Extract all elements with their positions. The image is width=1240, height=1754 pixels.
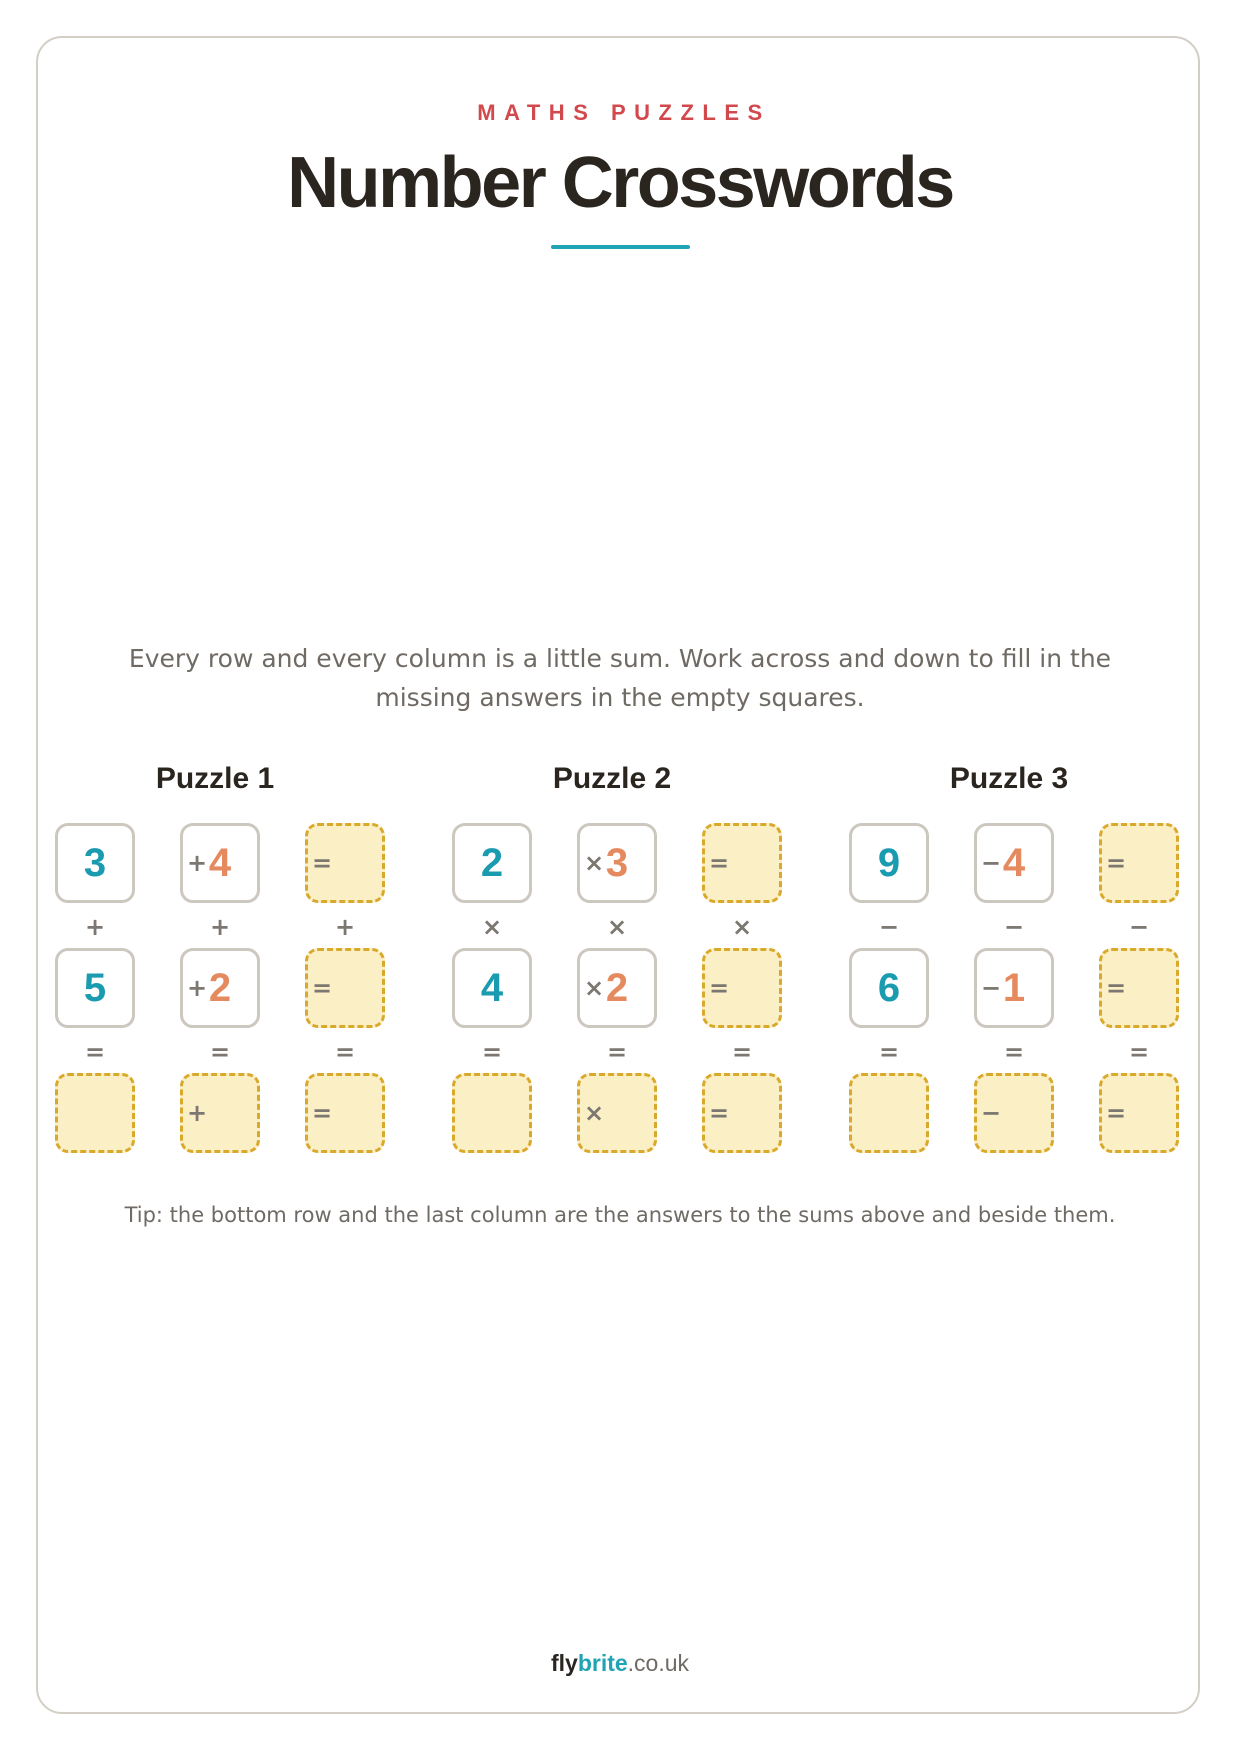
number-cell: 5: [55, 948, 135, 1028]
equals-sign: =: [878, 1038, 900, 1066]
number-cell: 9: [849, 823, 929, 903]
equals-sign: =: [1105, 974, 1127, 1002]
number-cell: 4: [974, 823, 1054, 903]
operator-sign: ×: [606, 913, 628, 941]
equals-sign: =: [209, 1038, 231, 1066]
instructions: Every row and every column is a little sum. Work across and down to fill in the missing answers in the empty squares.: [128, 644, 1112, 712]
answer-box[interactable]: [849, 1073, 929, 1153]
tip-text: Tip: the bottom row and the last column are the answers to the sums above and beside them.: [124, 1203, 1116, 1227]
operator-sign: −: [1128, 913, 1150, 941]
number-cell: 2: [180, 948, 260, 1028]
page-title: Number Crosswords: [287, 143, 953, 223]
operator-sign: ×: [583, 974, 605, 1002]
brand-fly: fly: [550, 1650, 578, 1676]
number-cell: 4: [452, 948, 532, 1028]
operator-sign: ×: [583, 1099, 605, 1127]
operator-sign: +: [84, 913, 106, 941]
eyebrow-label: MATHS PUZZLES: [477, 100, 771, 125]
puzzle-title: Puzzle 3: [949, 762, 1069, 795]
equals-sign: =: [311, 1099, 333, 1127]
number-cell: 3: [577, 823, 657, 903]
equals-sign: =: [84, 1038, 106, 1066]
operator-sign: ×: [583, 849, 605, 877]
puzzle-title: Puzzle 1: [155, 762, 275, 795]
operator-sign: +: [186, 974, 208, 1002]
operator-sign: −: [980, 849, 1002, 877]
equals-sign: =: [606, 1038, 628, 1066]
equals-sign: =: [1003, 1038, 1025, 1066]
title-underline: [551, 245, 690, 249]
number-cell: 1: [974, 948, 1054, 1028]
operator-sign: −: [1003, 913, 1025, 941]
equals-sign: =: [708, 974, 730, 1002]
brand-domain: .co.uk: [627, 1650, 690, 1676]
operator-sign: −: [980, 1099, 1002, 1127]
equals-sign: =: [708, 1099, 730, 1127]
operator-sign: −: [980, 974, 1002, 1002]
operator-sign: ×: [481, 913, 503, 941]
operator-sign: −: [878, 913, 900, 941]
number-cell: 3: [55, 823, 135, 903]
operator-sign: +: [334, 913, 356, 941]
equals-sign: =: [731, 1038, 753, 1066]
number-cell: 6: [849, 948, 929, 1028]
operator-sign: +: [186, 1099, 208, 1127]
puzzle-title: Puzzle 2: [552, 762, 672, 795]
equals-sign: =: [1128, 1038, 1150, 1066]
equals-sign: =: [334, 1038, 356, 1066]
equals-sign: =: [1105, 1099, 1127, 1127]
operator-sign: ×: [731, 913, 753, 941]
equals-sign: =: [311, 849, 333, 877]
number-cell: 4: [180, 823, 260, 903]
equals-sign: =: [1105, 849, 1127, 877]
answer-box[interactable]: [55, 1073, 135, 1153]
answer-box[interactable]: [452, 1073, 532, 1153]
equals-sign: =: [481, 1038, 503, 1066]
footer-brand: [0, 1650, 1240, 1677]
operator-sign: +: [186, 849, 208, 877]
equals-sign: =: [708, 849, 730, 877]
operator-sign: +: [209, 913, 231, 941]
equals-sign: =: [311, 974, 333, 1002]
number-cell: 2: [452, 823, 532, 903]
brand-brite: brite: [577, 1650, 628, 1676]
number-cell: 2: [577, 948, 657, 1028]
